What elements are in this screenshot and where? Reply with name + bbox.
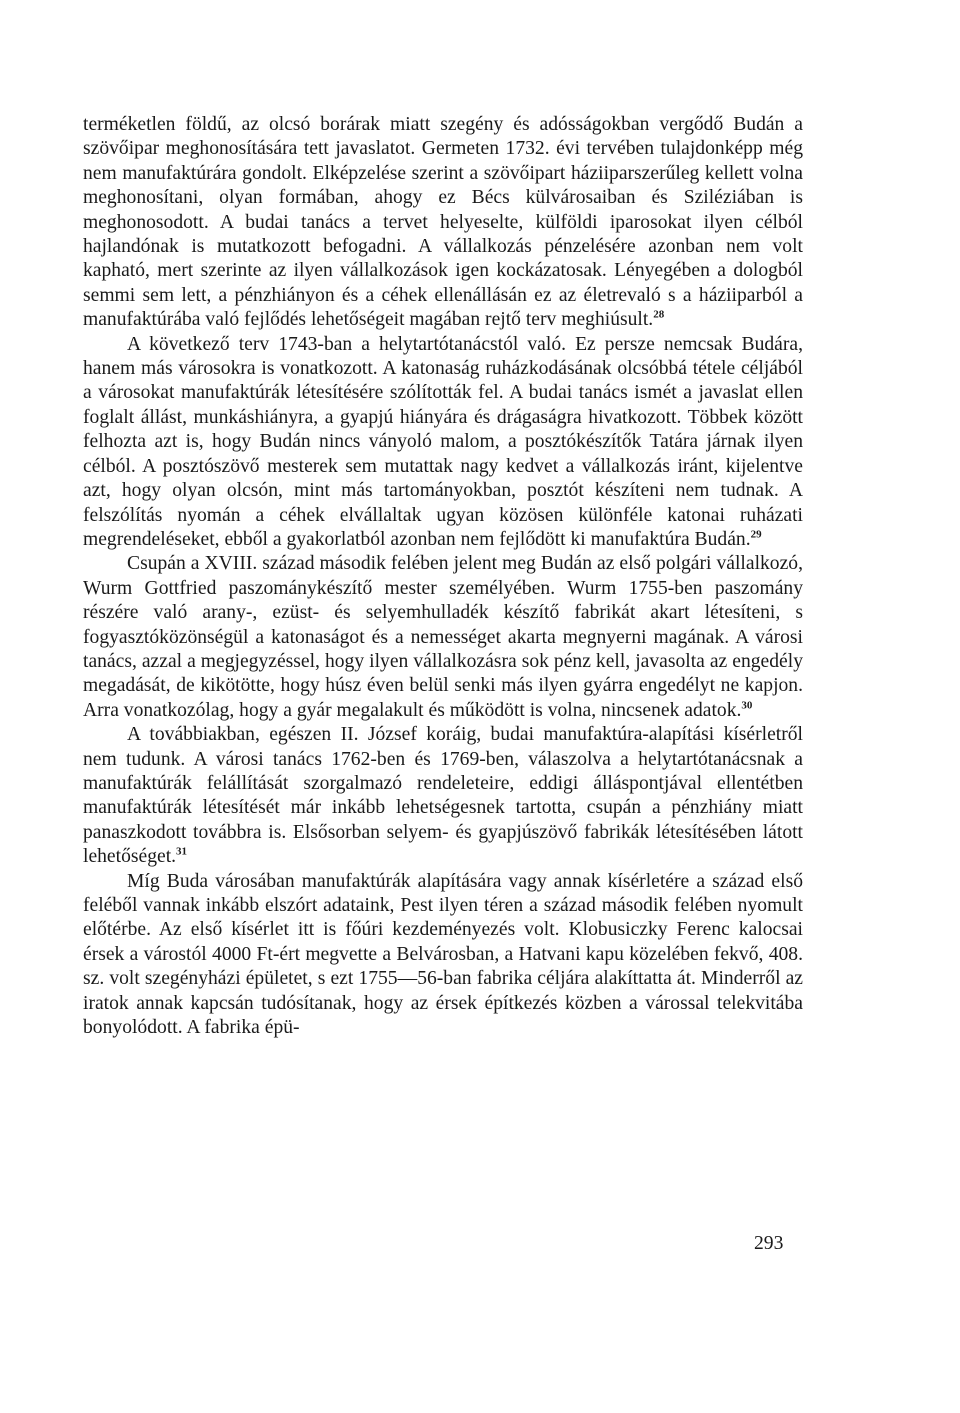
footnote-ref-31: 31 xyxy=(176,845,188,858)
paragraph-3-text: Csupán a XVIII. század második felében jelent meg Budán az első polgári vállalkozó, Wurm Gottfried paszománykészítő mester személyében. Wurm 1755-ben paszomány részére való arany-, ezüst- és selyemhulladék készítő fabrikát akart létesíteni, s fogyasztóközönségül a katonaságot és a nemességet akarta megnyerni magának. A városi tanács, azzal a megjegyzéssel, hogy ilyen vállalkozásra sok pénz kell, javasolta az engedély megadását, de kikötötte, hogy húsz éven belül senki más ilyen gyárra engedélyt ne kapjon. Arra vonatkozólag, hogy a gyár megalakult és működött is volna, nincsenek adatok. xyxy=(83,553,803,721)
paragraph-2-text: A következő terv 1743-ban a helytartótanácstól való. Ez persze nemcsak Budára, hanem más városokra is vonatkozott. A katonaság ruházkodásának olcsóbbá tétele céljából a városokat manufaktúrák létesítésére szólították fel. A budai tanács ismét a javaslat ellen foglalt állást, munkáshiányra, a gyapjú hiányára és drágaságra hivatkozott. Többek között felhozta azt is, hogy Budán nincs ványoló malom, a posztókészítők Tatára járnak ilyen célból. A posztószövő mesterek sem mutattak nagy kedvet a vállalkozás iránt, kijelentve azt, hogy olyan olcsón, mint más tartományokban, posztót készíteni nem tudnak. A felszólítás nyomán a céhek elvállaltak ugyan közösen különféle katonai ruházati megrendeléseket, ebből a gyakorlatból azonban nem fejlődött ki manufaktúra Budán. xyxy=(83,333,803,550)
footnote-ref-30: 30 xyxy=(741,699,753,712)
paragraph-2 xyxy=(83,333,803,553)
paragraph-4-text: A továbbiakban, egészen II. József koráig, budai manufaktúra-alapítási kísérletről nem tudunk. A városi tanács 1762-ben és 1769-ben, válaszolva a helytartótanácsnak a manufaktúrák felállítását szorgalmazó rendeleteire, eddigi álláspontjával ellentétben manufaktúrák létesítését már inkább lehetségesnek tartotta, csupán a pénzhiány miatt panaszkodott továbbra is. Elsősorban selyem- és gyapjúszövő fabrikák létesítésében látott lehetőséget. xyxy=(83,724,803,868)
footnote-ref-29: 29 xyxy=(750,528,762,541)
paragraph-1-text: terméketlen földű, az olcsó borárak miatt szegény és adósságokban vergődő Budán a szövőipar meghonosítására tett javaslatot. Germeten 1732. évi tervében tulajdonképp még nem manufaktúrára gondolt. Elképzelése szerint a szövőipart háziiparszerűleg kellett volna meghonosítani, olyan formában, ahogy ez Bécs külvárosaiban és Sziléziában is meghonosodott. A budai tanács a tervet helyeselte, külföldi iparosokat ilyen célból hajlandónak is mutatkozott befogadni. A vállalkozás pénzelésére azonban nem volt kapható, mert szerinte az ilyen vállalkozások igen kockázatosak. Lényegében a dologból semmi sem lett, a pénzhiányon és a céhek ellenállásán ez az életrevaló s a háziiparból a manufaktúrába való fejlődés lehetőségeit magában rejtő terv meghiúsult. xyxy=(83,114,803,331)
paragraph-5 xyxy=(83,870,803,1041)
paragraph-5-text: Míg Buda városában manufaktúrák alapítására vagy annak kísérletére a század első feléből vannak inkább elszórt adataink, Pest ilyen téren a század második felében nyomult előtérbe. Az első kísérlet itt is főúri kezdeményezés volt. Klobusiczky Ferenc kalocsai érsek a várostól 4000 Ft-ért megvette a Belvárosban, a Hatvani kapu közelében fekvő, 408. sz. volt szegényházi épületet, s ezt 1755—56-ban fabrika céljára alakíttatta át. Minderről az iratok annak kapcsán tudósítanak, hogy az érsek építkezés közben a várossal telekvitába bonyolódott. A fabrika épü- xyxy=(83,870,803,1039)
paragraph-3 xyxy=(83,552,803,723)
footnote-ref-28: 28 xyxy=(653,308,665,321)
page-body xyxy=(83,113,803,1040)
paragraph-1 xyxy=(83,113,803,333)
paragraph-4 xyxy=(83,723,803,869)
page-number: 293 xyxy=(754,1233,784,1254)
